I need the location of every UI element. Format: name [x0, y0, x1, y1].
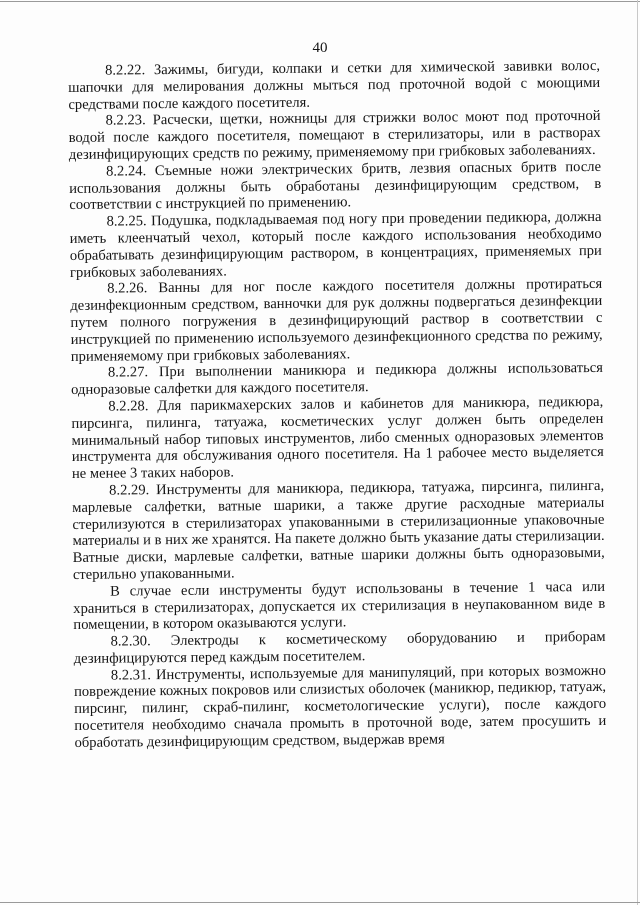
paragraph-8-2-26: 8.2.26. Ванны для ног после каждого посетителя должны протираться дезинфекционным средством, ванночки для рук должны подвергаться дезинфекции путем полного погружения в дезинфицирующий раствор в соответствии с инструкцией по применению используемого дезинфекционного средства по режиму, применяемому при грибковых заболеваниях.	[70, 276, 603, 365]
paragraph-8-2-25: 8.2.25. Подушка, подкладываемая под ногу при проведении педикюра, должна иметь клеенчатый чехол, который после каждого использования необходимо обрабатывать дезинфицирующим раствором, в концентрациях, применяемых при грибковых заболеваниях.	[69, 209, 602, 281]
paragraph-8-2-24: 8.2.24. Съемные ножи электрических бритв, лезвия опасных бритв после использования должны быть обработаны дезинфицирующим средством, в соответствии с инструкцией по применению.	[69, 158, 602, 214]
paragraph-8-2-30: 8.2.30. Электроды к косметическому оборудованию и приборам дезинфицируются перед каждым посетителем.	[73, 628, 606, 667]
paragraph-8-2-28: 8.2.28. Для парикмахерских залов и кабинетов для маникюра, педикюра, пирсинга, пилинга, татуажа, косметических услуг должен быть определен минимальный набор типовых инструментов, либо сменных одноразовых элементов инструмента для обслуживания одного посетителя. На 1 рабочее место выделяется не менее 3 таких наборов.	[71, 393, 604, 483]
paragraph-8-2-27: 8.2.27. При выполнении маникюра и педикюра должны использоваться одноразовые салфетки для каждого посетителя.	[71, 360, 604, 399]
scan-right-edge	[637, 0, 638, 905]
page-number: 40	[312, 40, 328, 56]
scan-top-edge	[0, 1, 640, 2]
document-body	[68, 58, 607, 752]
paragraph-8-2-22: 8.2.22. Зажимы, бигуди, колпаки и сетки для химической завивки волос, шапочки для мелирования должны мыться под проточной водой с моющими средствами после каждого посетителя.	[68, 57, 601, 113]
paragraph-8-2-29-note: В случае если инструменты будут использованы в течение 1 часа или храниться в стерилизаторах, допускается их стерилизация в неупакованном виде в помещении, в котором оказываются услуги.	[73, 578, 606, 634]
paragraph-8-2-29: 8.2.29. Инструменты для маникюра, педикюра, татуажа, пирсинга, пилинга, марлевые салфетки, ватные шарики, а также другие расходные материалы стерилизуются в стерилизаторах упакованными в стерилизационные упаковочные материалы и в них же хранятся. На пакете должно быть указание даты стерилизации. Ватные диски, марлевые салфетки, ватные шарики должны быть одноразовыми, стерильно упакованными.	[72, 477, 605, 583]
paragraph-8-2-23: 8.2.23. Расчески, щетки, ножницы для стрижки волос моют под проточной водой после каждого посетителя, помещают в стерилизаторы, или в растворах дезинфицирующих средств по режиму, применяемому при грибковых заболеваниях.	[68, 108, 601, 163]
scan-bottom-edge	[0, 902, 640, 903]
paragraph-8-2-31: 8.2.31. Инструменты, используемые для манипуляций, при которых возможно повреждение кожных покровов или слизистых оболочек (маникюр, педикюр, татуаж, пирсинг, пилинг, скраб-пилинг, косметологические услуги), после каждого посетителя необходимо сначала промыть в проточной воде, затем просушить и обработать дезинфицирующим средством, выдержав время	[73, 662, 607, 751]
